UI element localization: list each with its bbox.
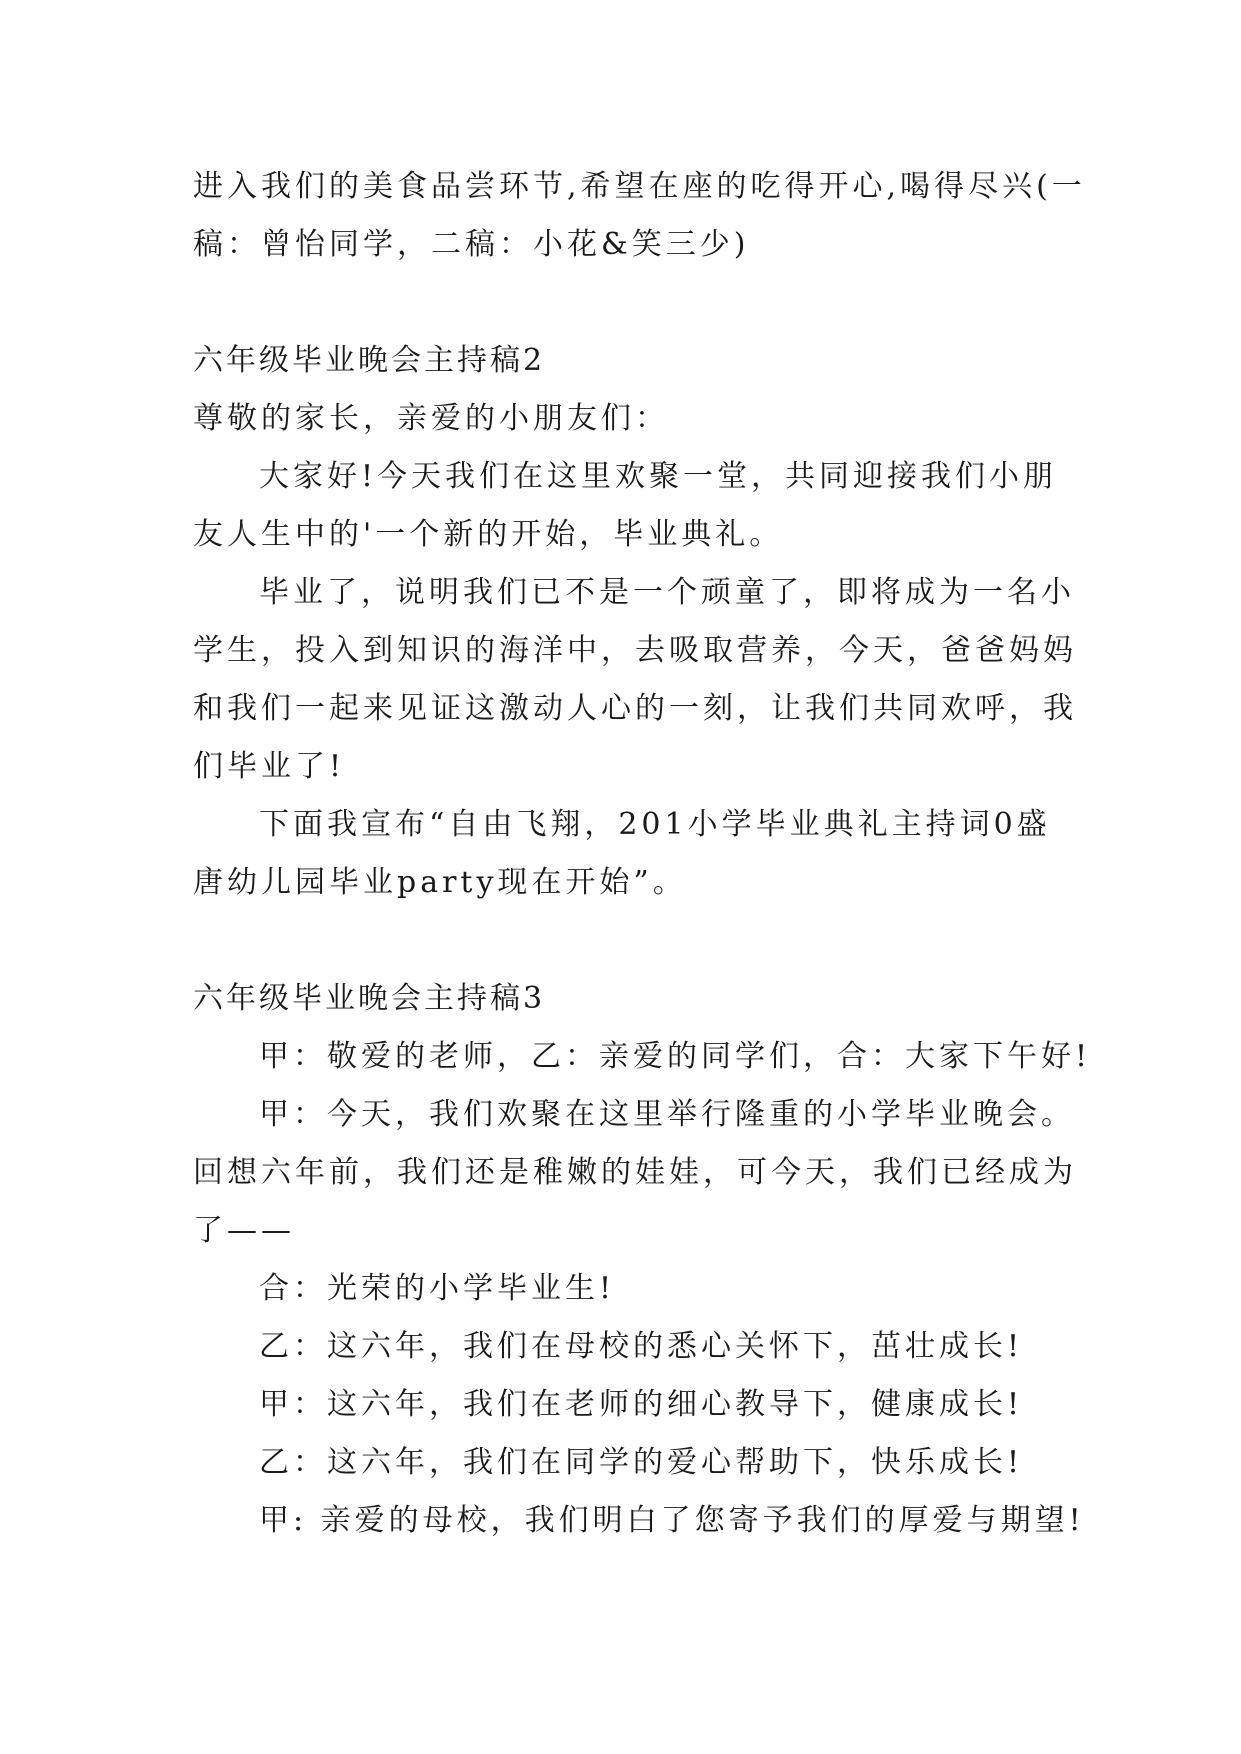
section3-line-5: 甲：这六年，我们在老师的细心教导下，健康成长! (259, 1387, 1024, 1422)
section2-p2-line-2: 学生，投入到知识的海洋中，去吸取营养，今天，爸爸妈妈 (193, 633, 1077, 668)
section2-title: 六年级毕业晚会主持稿2 (193, 343, 546, 378)
document-page (193, 158, 1092, 1550)
section3-line-6: 乙：这六年，我们在同学的爱心帮助下，快乐成长! (259, 1445, 1024, 1480)
section2-p3-line-2: 唐幼儿园毕业party现在开始”。 (193, 865, 687, 900)
section2-p2-line-4: 们毕业了! (193, 749, 346, 784)
section3-line-3: 合：光荣的小学毕业生! (259, 1271, 616, 1306)
section3-p2-line-2: 回想六年前，我们还是稚嫩的娃娃，可今天，我们已经成为 (193, 1155, 1077, 1190)
intro-line-1: 进入我们的美食品尝环节,希望在座的吃得开心,喝得尽兴(一 (193, 169, 1086, 204)
section-gap (193, 274, 1073, 332)
section2-p2-line-1: 毕业了，说明我们已不是一个顽童了，即将成为一名小 (259, 575, 1075, 610)
section3-p2-line-3: 了—— (193, 1213, 295, 1248)
section2-greeting: 尊敬的家长，亲爱的小朋友们： (193, 401, 669, 436)
section3-line-1: 甲：敬爱的老师，乙：亲爱的同学们，合：大家下午好! (259, 1039, 1092, 1074)
section2-p3-line-1: 下面我宣布“自由飞翔，201小学毕业典礼主持词0盛 (259, 807, 1051, 842)
section3-p2-line-1: 甲：今天，我们欢聚在这里举行隆重的小学毕业晚会。 (259, 1097, 1075, 1132)
section2-p2-line-3: 和我们一起来见证这激动人心的一刻，让我们共同欢呼，我 (193, 691, 1077, 726)
section3-title: 六年级毕业晚会主持稿3 (193, 981, 546, 1016)
intro-line-2: 稿：曾怡同学，二稿：小花&笑三少) (193, 227, 750, 262)
section3-line-4: 乙：这六年，我们在母校的悉心关怀下，茁壮成长! (259, 1329, 1024, 1364)
section2-p1-line-2: 友人生中的'一个新的开始，毕业典礼。 (193, 517, 784, 552)
section2-p1-line-1: 大家好!今天我们在这里欢聚一堂，共同迎接我们小朋 (259, 459, 1058, 494)
section3-line-7: 甲: 亲爱的母校，我们明白了您寄予我们的厚爱与期望! (259, 1503, 1085, 1538)
section-gap (193, 912, 1073, 970)
